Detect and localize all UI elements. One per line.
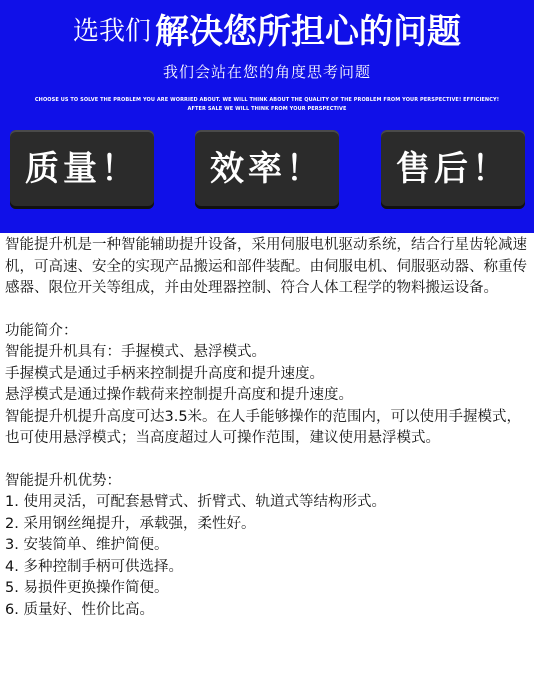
headline-lead: 选我们 — [72, 16, 151, 47]
function-line: 智能提升机提升高度可达3.5米。在人手能够操作的范围内，可以使用手握模式，也可使用悬浮模式；当高度超过人可操作范围，建议使用悬浮模式。 — [5, 408, 522, 446]
advantage-item: 3. 安装简单、维护简便。 — [5, 537, 169, 553]
advantage-item: 4. 多种控制手柄可供选择。 — [5, 558, 183, 575]
function-line: 智能提升机具有：手握模式、悬浮模式。 — [5, 344, 266, 360]
banner-subhead: 我们会站在您的角度思考问题 — [162, 63, 371, 81]
advantages-title: 智能提升机优势： — [5, 472, 121, 489]
advantage-item: 5. 易损件更换操作简便。 — [5, 580, 169, 596]
intro-paragraph: 智能提升机是一种智能辅助提升设备，采用伺服电机驱动系统，结合行星齿轮减速机，可高速、安全的实现产品搬运和部件装配。由伺服电机、伺服驱动器、称重传感器、限位开关等组成，并由处理器控制、符合人体工程学的物料搬运设备。 — [5, 237, 527, 296]
function-line: 悬浮模式是通过操作载荷来控制提升高度和提升速度。 — [5, 387, 353, 403]
hero-banner — [0, 0, 534, 233]
banner-headline — [0, 9, 534, 54]
product-description — [5, 235, 530, 621]
key-after-sale: 售后！ — [381, 130, 525, 209]
section-spacer — [5, 450, 530, 471]
key-quality: 质量！ — [10, 130, 154, 209]
advantage-item: 1. 使用灵活，可配套悬臂式、折臂式、轨道式等结构形式。 — [5, 494, 386, 510]
advantages-list — [5, 492, 530, 621]
advantage-item: 6. 质量好、性价比高。 — [5, 601, 154, 618]
banner-english-text: CHOOSE US TO SOLVE THE PROBLEM YOU ARE WORRIED ABOUT. WE WILL THINK ABOUT THE QUALITY OF THE PROBLEM FROM YOUR PERSPECTIVE! EFFICIENCY! AFTER SALE WE WILL THINK FROM YOUR PERSPECTIVE — [34, 97, 500, 112]
advantage-item: 2. 采用钢丝绳提升，承载强，柔性好。 — [5, 515, 256, 532]
headline-main: 解决您所担心的问题 — [155, 11, 461, 52]
keyword-keys — [0, 130, 534, 210]
key-efficiency: 效率！ — [195, 130, 339, 209]
function-line: 手握模式是通过手柄来控制提升高度和提升速度。 — [5, 365, 324, 382]
functions-title: 功能简介： — [5, 322, 78, 339]
